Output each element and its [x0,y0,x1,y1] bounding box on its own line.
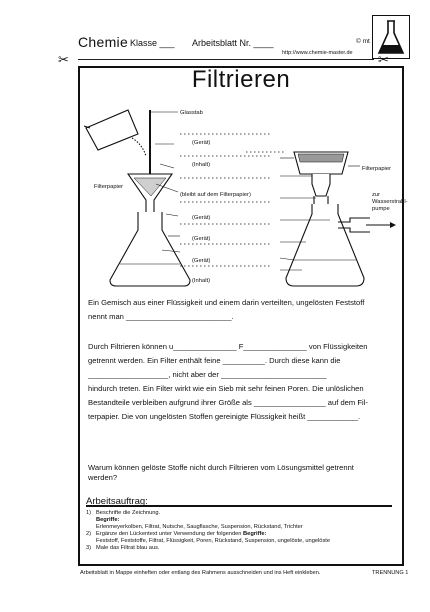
text-line: nennt man _________________________. [88,312,234,321]
scissors-icon: ✂ [378,52,389,67]
tasks-list [86,510,396,552]
text-line: Warum können gelöste Stoffe nicht durch Filtrieren vom Lösungsmittel getrennt [88,463,354,472]
task-item: Begriffe: [96,517,120,523]
copyright-note: © mt [356,38,370,45]
label-pump-3: pumpe [372,206,390,212]
task-item: Feststoff, Feststoffe, Filtrat, Flüssigkeit, Poren, Rückstand, Suspension, ungelöste, ungelöste [96,538,331,544]
label-glasstab: Glasstab [180,110,203,116]
task-item: 2) Ergänze den Lückentext unter Verwendung der folgenden Begriffe: [86,531,267,537]
label-geraet-1: (Gerät) [192,140,211,146]
subject-title: Chemie [78,34,129,50]
text-line: Bestandteile verbleiben aufgrund ihrer Größe als _________________ auf dem Fil- [88,398,368,407]
scissors-icon: ✂ [58,52,69,67]
task-item: 1) Beschrifte die Zeichnung. [86,510,161,516]
sheet-number-field: Arbeitsblatt Nr. ____ [192,38,274,48]
label-filterpapier-right: Filterpapier [362,166,391,172]
left-apparatus [84,110,190,286]
text-line: Ein Gemisch aus einer Flüssigkeit und einem darin verteilten, ungelösten Feststoff [88,298,365,307]
filtration-diagram [80,104,408,294]
website-url: http://www.chemie-master.de [282,50,353,56]
text-line: ___________________, nicht aber der _________________________ [88,370,327,379]
text-line: terpapier. Die von ungelösten Stoffen gereinigte Flüssigkeit heißt ____________. [88,412,361,421]
question [88,463,394,483]
footer-label: TRENNUNG 1 [372,570,409,576]
label-geraet-2: (Gerät) [192,215,211,221]
label-inhalt-1: (Inhalt) [192,162,211,168]
label-pump-2: Wasserstrahl- [372,199,408,205]
task-item: Erlenmeyerkolben, Filtrat, Nutsche, Saugflasche, Suspension, Rückstand, Trichter [96,524,303,530]
label-inhalt-2: (Inhalt) [192,278,211,284]
text-line: werden? [88,473,118,482]
task-item: 3) Male das Filtrat blau aus. [86,545,160,551]
footer-instruction: Arbeitsblatt in Mappe einheften oder entlang des Rahmens ausschneiden und ins Heft einkleben. [80,570,321,576]
label-pump-1: zur [372,192,381,198]
label-bleibt: (bleibt auf dem Filterpapier) [180,192,251,198]
right-apparatus [286,152,370,286]
page-title: Filtrieren [191,66,291,93]
cut-line-top [78,59,374,60]
class-field: Klasse ___ [130,38,175,48]
cloze-paragraph [88,340,394,424]
tasks-heading: Arbeitsauftrag: [86,496,148,507]
label-filterpapier-left: Filterpapier [94,184,123,190]
label-geraet-4: (Gerät) [192,258,211,264]
tasks-divider [86,505,392,507]
text-line: Durch Filtrieren können u_______________ F_______________ von Flüssigkeiten [88,342,368,351]
text-line: getrennt werden. Ein Filter enthält feine __________. Durch diese kann die [88,356,341,365]
label-geraet-3: (Gerät) [192,236,211,242]
intro-paragraph [88,296,394,324]
text-line: hindurch treten. Ein Filter wirkt wie ein Sieb mit sehr feinen Poren. Die unlöslichen [88,384,364,393]
